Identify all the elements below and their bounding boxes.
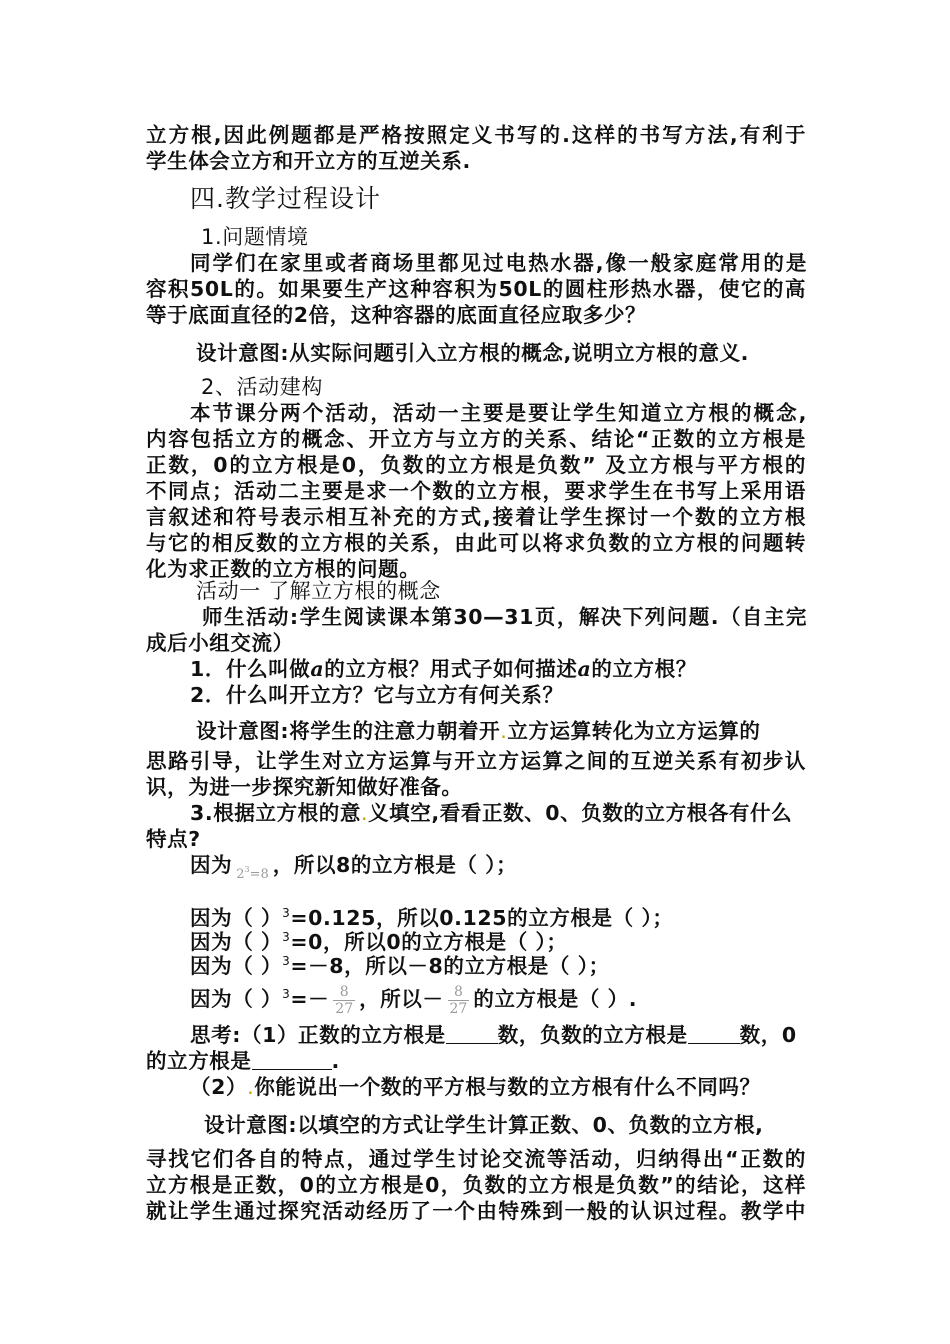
activity-heading: 活动一 了解立方根的概念 — [196, 579, 441, 603]
mark-dot: . — [500, 719, 508, 743]
think-line-3: （2）.你能说出一个数的平方根与数的立方根有什么不同吗？ — [190, 1075, 761, 1099]
answer-blank — [688, 1023, 740, 1044]
equation: $2^3=8$ — [236, 865, 269, 882]
question-2: 2．什么叫开立方？它与立方有何关系？ — [190, 683, 564, 707]
design-intent: 设计意图:以填空的方式让学生计算正数、0、负数的立方根, — [204, 1113, 764, 1137]
para-line: 言叙述和符号表示相互补充的方式,接着让学生探讨一个数的立方根 — [146, 505, 806, 529]
fraction: $\frac{8}{27}$ — [335, 983, 354, 1017]
design-intent: 设计意图:从实际问题引入立方根的概念,说明立方根的意义. — [196, 341, 750, 365]
fill-in-line-3: 因为（ ）$^3$=0，所以0的立方根是（ ）； — [190, 930, 568, 954]
para-line: 就让学生通过探究活动经历了一个由特殊到一般的认识过程。教学中 — [146, 1199, 806, 1223]
para-line: 等于底面直径的2倍，这种容器的底面直径应取多少？ — [146, 303, 647, 327]
think-line-1: 思考:（1）正数的立方根是 数，负数的立方根是 数，0 — [190, 1023, 797, 1047]
para-line: 成后小组交流） — [146, 631, 294, 655]
answer-blank — [446, 1023, 498, 1044]
para-line: 正数，0的立方根是0，负数的立方根是负数” 及立方根与平方根的 — [146, 453, 806, 477]
question-1: 1．什么叫做a的立方根？用式子如何描述a的立方根？ — [190, 657, 697, 681]
para-line: 识，为进一步探究新知做好准备。 — [146, 775, 463, 799]
think-line-2: 的立方根是 . — [146, 1049, 340, 1073]
subsection-heading: 2、活动建构 — [201, 375, 323, 399]
para-line: 特点? — [146, 827, 201, 851]
para-line: 同学们在家里或者商场里都见过电热水器,像一般家庭常用的是 — [190, 251, 807, 275]
para-line: 化为求正数的立方根的问题。 — [146, 557, 421, 581]
para-line: 师生活动:学生阅读课本第30—31页，解决下列问题.（自主完 — [202, 605, 807, 629]
para-line: 立方根,因此例题都是严格按照定义书写的.这样的书写方法,有利于 — [146, 123, 806, 147]
fill-in-line-5: 因为（ ）$^3$=－ $\frac{8}{27}$ ，所以－ $\frac{8}{27}$ 的立方根是（ ）. — [190, 983, 638, 1017]
para-line: 学生体会立方和开立方的互逆关系. — [146, 149, 471, 173]
para-line: 寻找它们各自的特点，通过学生讨论交流等活动，归纳得出“正数的 — [146, 1147, 806, 1171]
fill-in-line-2: 因为（ ）$^3$=0.125，所以0.125的立方根是（ ）； — [190, 906, 674, 930]
section-heading: 四.教学过程设计 — [190, 184, 381, 213]
para-line: 不同点；活动二主要是求一个数的立方根，要求学生在书写上采用语 — [146, 479, 806, 503]
para-line: 立方根是正数，0的立方根是0，负数的立方根是负数”的结论，这样 — [146, 1173, 806, 1197]
para-line: 与它的相反数的立方根的关系，由此可以将求负数的立方根的问题转 — [146, 531, 806, 555]
fraction: $\frac{8}{27}$ — [449, 983, 468, 1017]
mark-dot: . — [360, 801, 369, 825]
task-3: 3.根据立方根的意.义填空,看看正数、0、负数的立方根各有什么 — [190, 801, 793, 825]
para-line: 容积50L的。如果要生产这种容积为50L的圆柱形热水器，使它的高 — [146, 277, 806, 301]
mark-dot: . — [247, 1075, 255, 1099]
para-line: 内容包括立方的概念、开立方与立方的关系、结论“正数的立方根是 — [146, 427, 806, 451]
fill-in-line-1: 因为 $2^3=8$ ，所以8的立方根是（ ）； — [190, 852, 517, 888]
design-intent: 设计意图:将学生的注意力朝着开.立方运算转化为立方运算的 — [196, 719, 761, 743]
fill-in-line-4: 因为（ ）$^3$=－8，所以－8的立方根是（ ）； — [190, 954, 610, 978]
para-line: 思路引导，让学生对立方运算与开立方运算之间的互逆关系有初步认 — [146, 749, 806, 773]
answer-blank — [252, 1049, 332, 1070]
subsection-heading: 1.问题情境 — [201, 225, 309, 249]
para-line: 本节课分两个活动，活动一主要是要让学生知道立方根的概念, — [190, 401, 807, 425]
